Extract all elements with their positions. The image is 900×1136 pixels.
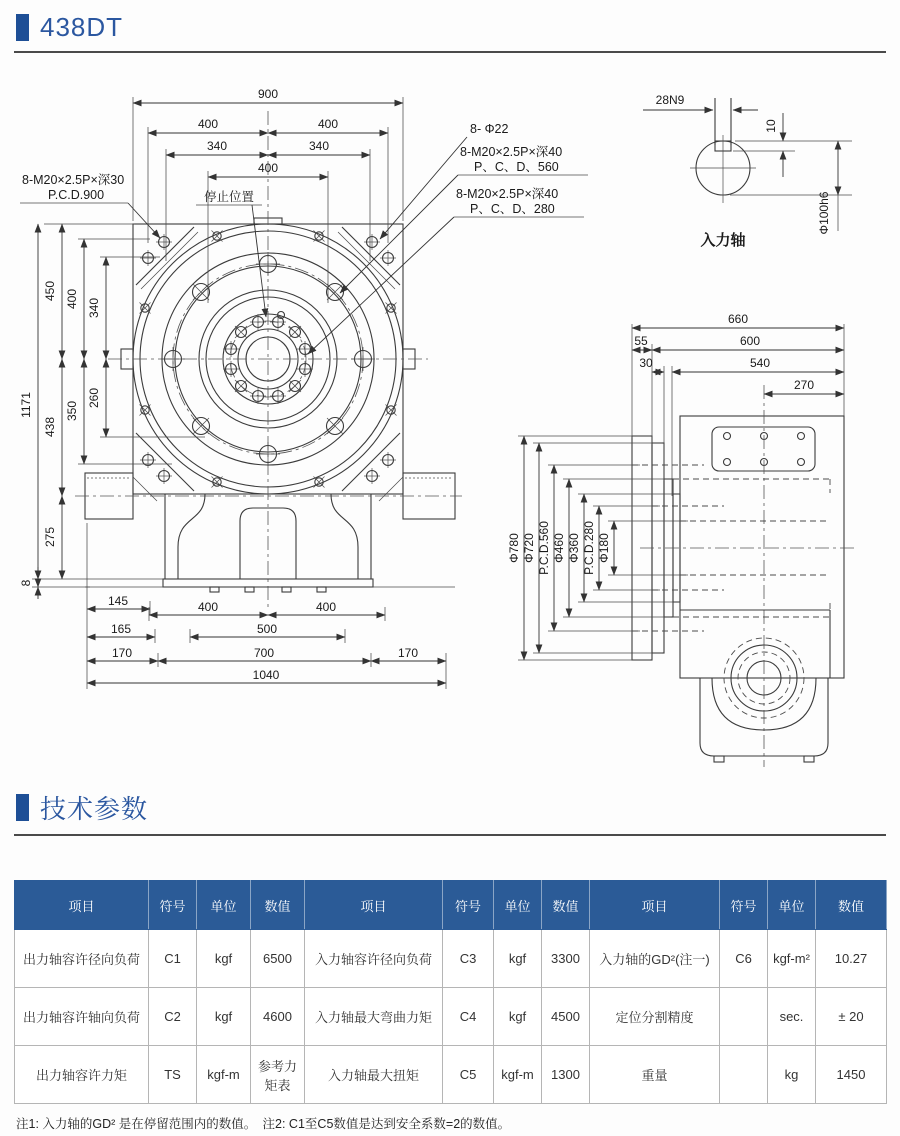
- dim-28n9: 28N9: [655, 93, 685, 107]
- dim-600: 600: [739, 334, 761, 348]
- col-symbol-2: 符号: [443, 881, 494, 930]
- stop-position-label: 停止位置: [203, 190, 255, 204]
- callout-pcd900-line2: P.C.D.900: [48, 188, 105, 202]
- cell: 出力轴容许轴向负荷: [15, 988, 149, 1046]
- col-item-3: 项目: [590, 881, 720, 930]
- dim-phi100h6: Φ100h6: [817, 191, 831, 235]
- dim-145: 145: [107, 594, 129, 608]
- cell: 出力轴容许力矩: [15, 1046, 149, 1104]
- cell: 参考力矩表: [251, 1046, 305, 1104]
- dim-1040: 1040: [252, 668, 280, 682]
- input-shaft-view: [643, 93, 852, 249]
- cell: 6500: [251, 930, 305, 988]
- footnote: 注1: 入力轴的GD² 是在停留范围内的数值。 注2: C1至C5数值是达到安全系数=2的数值。: [16, 1117, 511, 1131]
- front-view: [19, 87, 588, 689]
- dim-275: 275: [43, 526, 57, 548]
- callout-pcd280-line2: P、C、D、280: [470, 202, 555, 216]
- cell: 1450: [816, 1046, 887, 1104]
- dim-540: 540: [749, 356, 771, 370]
- dim-170-left: 170: [111, 646, 133, 660]
- cell: 3300: [542, 930, 590, 988]
- cell: C3: [443, 930, 494, 988]
- callout-pcd280-line1: 8-M20×2.5P×深40: [456, 187, 559, 201]
- dim-1171: 1171: [19, 392, 33, 418]
- dim-30: 30: [639, 356, 653, 370]
- dim-400-bottom-left: 400: [197, 600, 219, 614]
- dim-pcd560: P.C.D.560: [537, 521, 551, 575]
- cell: kgf-m: [494, 1046, 542, 1104]
- dim-400-left: 400: [65, 288, 79, 310]
- cell: 1300: [542, 1046, 590, 1104]
- dim-340-right: 340: [308, 139, 330, 153]
- callout-pcd900-line1: 8-M20×2.5P×深30: [22, 173, 125, 187]
- cell: 4600: [251, 988, 305, 1046]
- cell: C2: [149, 988, 197, 1046]
- dim-270: 270: [793, 378, 815, 392]
- dim-pcd280: P.C.D.280: [582, 521, 596, 575]
- callout-pcd560-line1: 8-M20×2.5P×深40: [460, 145, 563, 159]
- col-item-1: 项目: [15, 881, 149, 930]
- cell: C1: [149, 930, 197, 988]
- table-row-1: [15, 930, 887, 988]
- dim-340-left: 340: [206, 139, 228, 153]
- cell: 出力轴容许径向负荷: [15, 930, 149, 988]
- col-value-3: 数值: [816, 881, 887, 930]
- side-view: [507, 312, 856, 767]
- callout-pcd560-line2: P、C、D、560: [474, 160, 559, 174]
- cell: 10.27: [816, 930, 887, 988]
- col-unit-1: 单位: [197, 881, 251, 930]
- col-symbol-1: 符号: [149, 881, 197, 930]
- dim-phi180: Φ180: [597, 533, 611, 563]
- dim-phi780: Φ780: [507, 533, 521, 563]
- cell: kgf-m²: [768, 930, 816, 988]
- dim-phi460: Φ460: [552, 533, 566, 563]
- cell: 入力轴容许径向负荷: [305, 930, 443, 988]
- dim-340-left-col: 340: [87, 297, 101, 319]
- cell: 入力轴最大扭矩: [305, 1046, 443, 1104]
- dim-660: 660: [727, 312, 749, 326]
- table-header-row: [15, 881, 887, 930]
- dim-700: 700: [253, 646, 275, 660]
- cell: 重量: [590, 1046, 720, 1104]
- parameters-table: [14, 880, 887, 1104]
- cell: kgf-m: [197, 1046, 251, 1104]
- technical-drawing: [0, 53, 900, 777]
- col-value-1: 数值: [251, 881, 305, 930]
- section2-bullet-icon: [16, 794, 29, 821]
- dim-165: 165: [110, 622, 132, 636]
- page-title: 438DT: [40, 12, 124, 42]
- cell: C5: [443, 1046, 494, 1104]
- cell: sec.: [768, 988, 816, 1046]
- dim-400-bottom-right: 400: [315, 600, 337, 614]
- dim-55: 55: [634, 334, 648, 348]
- dim-400-inner: 400: [257, 161, 279, 175]
- cell: [720, 1046, 768, 1104]
- cell: kgf: [494, 988, 542, 1046]
- dim-450: 450: [43, 280, 57, 302]
- cell: C4: [443, 988, 494, 1046]
- cell: 定位分割精度: [590, 988, 720, 1046]
- dim-438: 438: [43, 416, 57, 438]
- dim-500: 500: [256, 622, 278, 636]
- cell: TS: [149, 1046, 197, 1104]
- section2-header: [0, 777, 900, 832]
- col-unit-2: 单位: [494, 881, 542, 930]
- col-symbol-3: 符号: [720, 881, 768, 930]
- dim-10: 10: [764, 119, 778, 133]
- dim-900: 900: [257, 87, 279, 101]
- dim-phi360: Φ360: [567, 533, 581, 563]
- section2-title: 技术参数: [40, 794, 149, 824]
- col-value-2: 数值: [542, 881, 590, 930]
- cell: kgf: [197, 930, 251, 988]
- cell: 入力轴的GD²(注一): [590, 930, 720, 988]
- col-item-2: 项目: [305, 881, 443, 930]
- cell: ± 20: [816, 988, 887, 1046]
- parameters-table-wrap: [14, 880, 886, 1104]
- callout-phi22: 8- Φ22: [470, 122, 509, 136]
- dim-phi720: Φ720: [522, 533, 536, 563]
- header-bullet-icon: [16, 14, 29, 41]
- section2-rule: [14, 834, 886, 836]
- cell: kg: [768, 1046, 816, 1104]
- col-unit-3: 单位: [768, 881, 816, 930]
- dim-260: 260: [87, 387, 101, 409]
- dim-400-top-right: 400: [317, 117, 339, 131]
- cell: 4500: [542, 988, 590, 1046]
- input-shaft-label: 入力轴: [700, 232, 746, 249]
- cell: 入力轴最大弯曲力矩: [305, 988, 443, 1046]
- dim-350: 350: [65, 400, 79, 422]
- table-row-3: [15, 1046, 887, 1104]
- cell: C6: [720, 930, 768, 988]
- table-row-2: [15, 988, 887, 1046]
- dim-8: 8: [19, 579, 33, 587]
- page-header: [0, 0, 900, 49]
- dim-400-top-left: 400: [197, 117, 219, 131]
- cell: kgf: [197, 988, 251, 1046]
- dim-170-right: 170: [397, 646, 419, 660]
- cell: [720, 988, 768, 1046]
- cell: kgf: [494, 930, 542, 988]
